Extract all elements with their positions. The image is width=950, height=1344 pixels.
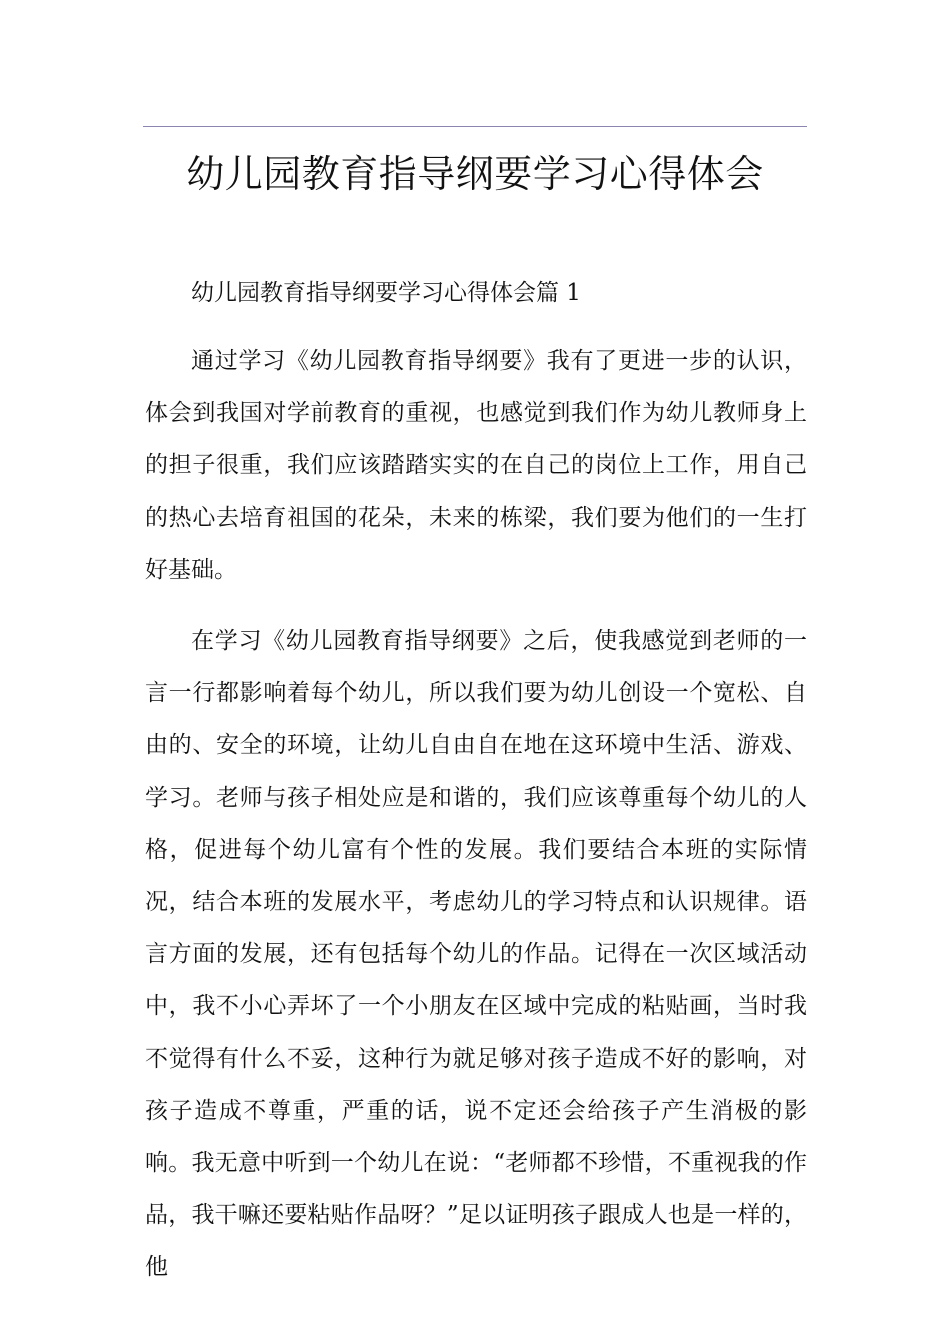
paragraph-2: 在学习《幼儿园教育指导纲要》之后，使我感觉到老师的一言一行都影响着每个幼儿，所以我们要为幼儿创设一个宽松、自由的、安全的环境，让幼儿自由自在地在这环境中生活、游戏、学习。老师与孩子相处应是和谐的，我们应该尊重每个幼儿的人格，促进每个幼儿富有个性的发展。我们要结合本班的实际情况，结合本班的发展水平，考虑幼儿的学习特点和认识规律。语言方面的发展，还有包括每个幼儿的作品。记得在一次区域活动中，我不小心弄坏了一个小朋友在区域中完成的粘贴画，当时我不觉得有什么不妥，这种行为就足够对孩子造成不好的影响，对孩子造成不尊重，严重的话，说不定还会给孩子产生消极的影响。我无意中听到一个幼儿在说：“老师都不珍惜，不重视我的作品，我干嘛还要粘贴作品呀？”足以证明孩子跟成人也是一样的，他 — [145, 628, 807, 1281]
section-heading: 幼儿园教育指导纲要学习心得体会篇 1 — [191, 280, 581, 306]
paragraph-1: 通过学习《幼儿园教育指导纲要》我有了更进一步的认识，体会到我国对学前教育的重视，也感觉到我们作为幼儿教师身上的担子很重，我们应该踏踏实实的在自己的岗位上工作，用自己的热心去培育祖国的花朵，未来的栋梁，我们要为他们的一生打好基础。 — [145, 348, 807, 583]
document-title: 幼儿园教育指导纲要学习心得体会 — [186, 152, 764, 196]
document-body — [145, 270, 807, 1313]
header-rule — [143, 126, 807, 127]
